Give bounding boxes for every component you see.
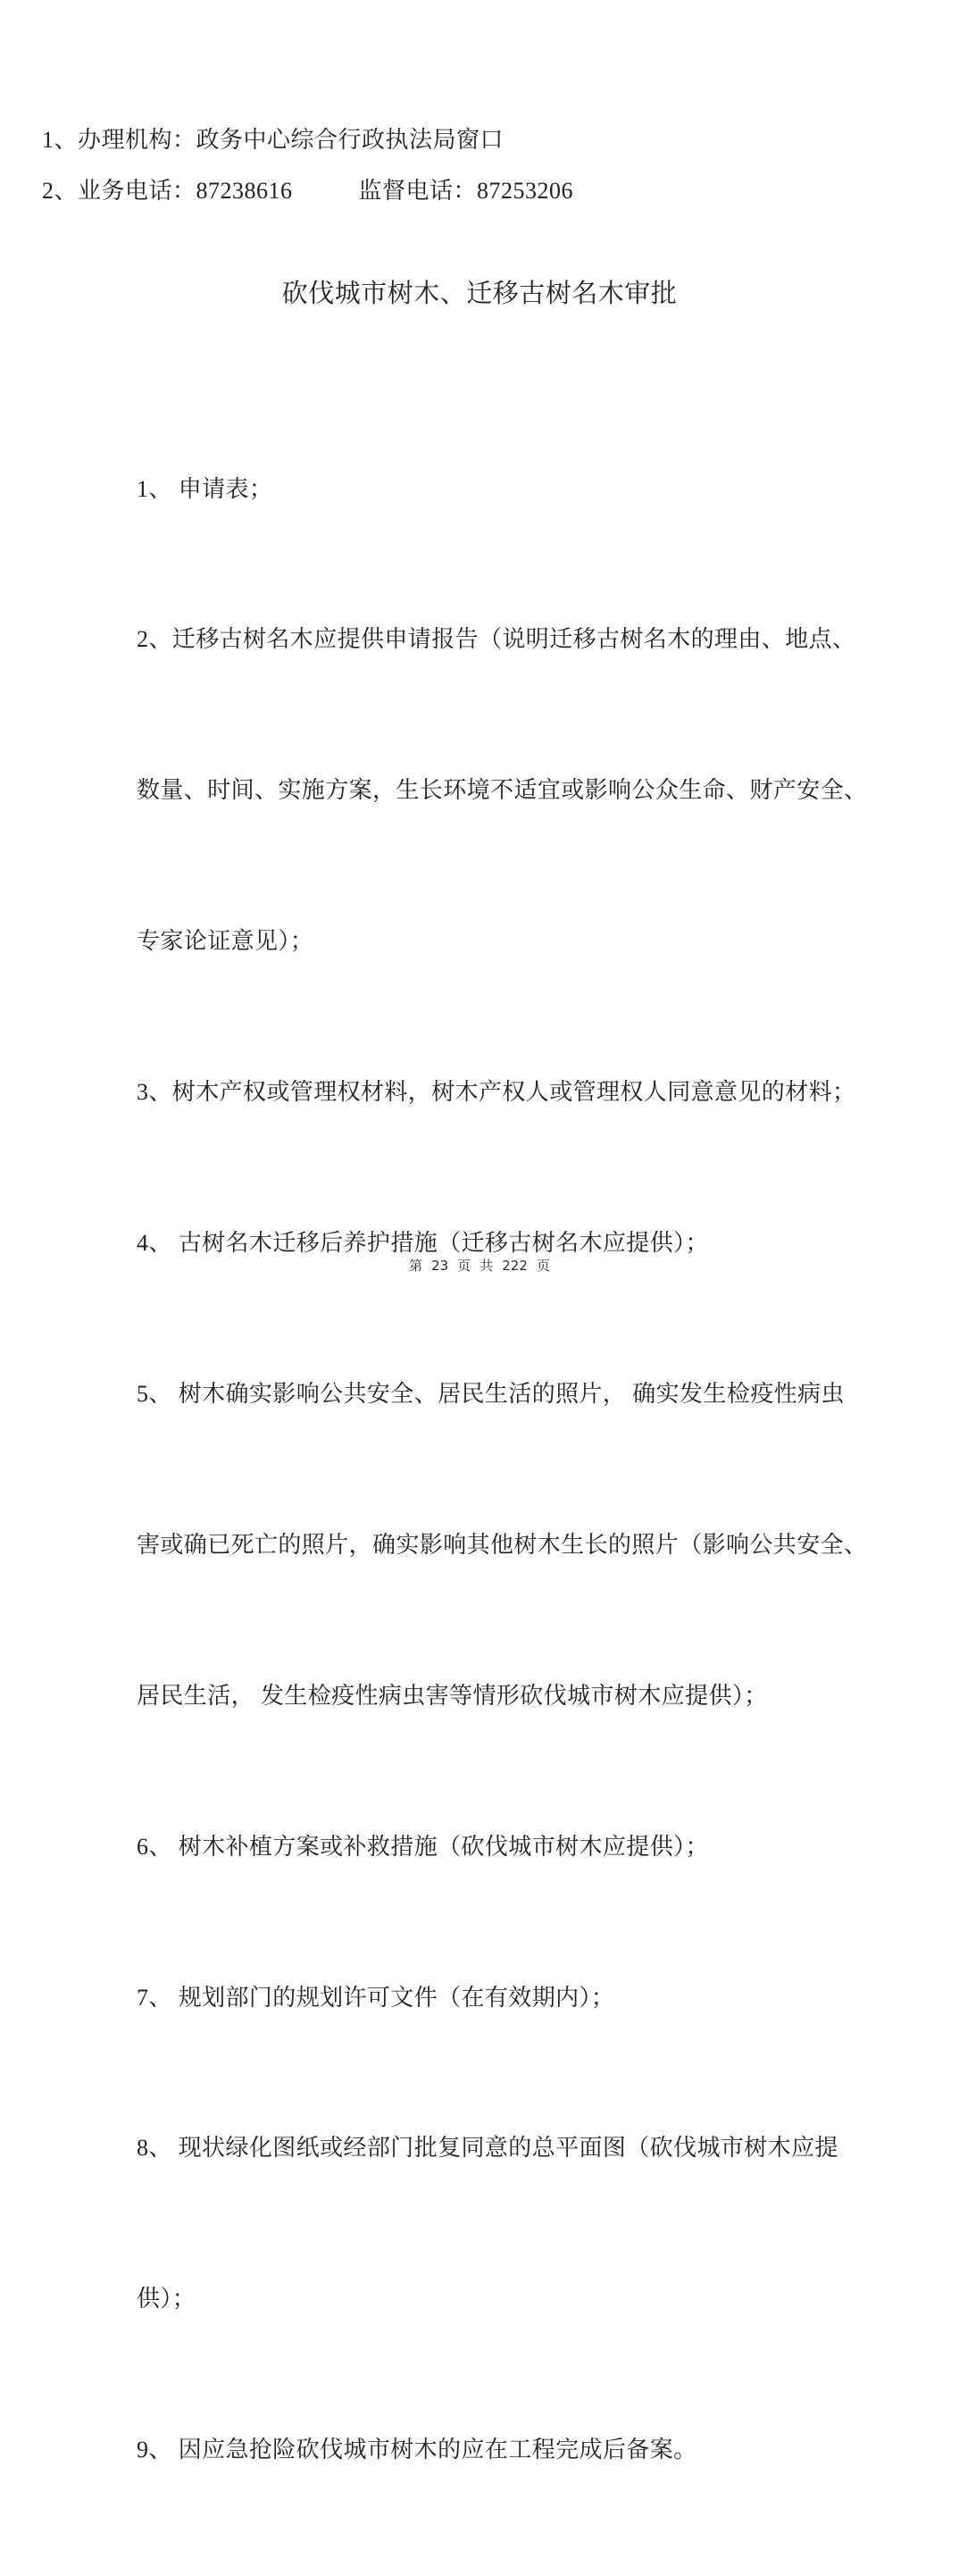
footer-page-number: 23 (431, 1258, 449, 1274)
page-footer (0, 1256, 959, 1275)
requirement-item-6-line: 6、 树木补植方案或补救措施（砍伐城市树木应提供）； (137, 1833, 709, 1860)
requirements-list (137, 364, 867, 2576)
requirement-item-5-line: 居民生活， 发生检疫性病虫害等情形砍伐城市树木应提供）； (137, 1682, 768, 1709)
requirement-item-1-line: 1、 申请表； (137, 475, 273, 502)
phone-info-line (42, 177, 573, 205)
requirement-item-3-line: 3、树木产权或管理权材料，树木产权人或管理权人同意意见的材料； (137, 1079, 856, 1106)
requirement-item-4-line: 4、 古树名木迁移后养护措施（迁移古树名木应提供）； (137, 1230, 709, 1257)
agency-info-line: 1、办理机构：政务中心综合行政执法局窗口 (42, 127, 505, 153)
requirement-item-2-line: 2、迁移古树名木应提供申请报告（说明迁移古树名木的理由、地点、 (137, 626, 856, 653)
business-phone-label: 2、业务电话： (42, 178, 196, 204)
requirement-item-8-line: 8、 现状绿化图纸或经部门批复同意的总平面图（砍伐城市树木应提 (137, 2135, 838, 2162)
business-phone-number: 87238616 (196, 178, 293, 204)
footer-total-pages: 222 (502, 1258, 528, 1274)
requirement-item-5-line: 害或确已死亡的照片，确实影响其他树木生长的照片（影响公共安全、 (137, 1531, 868, 1558)
footer-word-ye2: 页 (536, 1258, 550, 1274)
requirement-item-7-line: 7、 规划部门的规划许可文件（在有效期内）； (137, 1984, 615, 2011)
requirement-item-2-line: 专家论证意见）； (137, 928, 314, 955)
requirement-item-9-line: 9、 因应急抢险砍伐城市树木的应在工程完成后备案。 (137, 2437, 697, 2463)
phone-column-gap (293, 197, 359, 198)
supervision-phone-number: 87253206 (477, 178, 574, 204)
supervision-phone-label: 监督电话： (358, 178, 478, 204)
requirement-item-5-line: 5、 树木确实影响公共安全、居民生活的照片， 确实发生检疫性病虫 (137, 1380, 845, 1407)
footer-word-ye: 页 (457, 1258, 471, 1274)
footer-word-di: 第 (409, 1258, 423, 1274)
footer-word-gong: 共 (480, 1258, 494, 1274)
page-title: 砍伐城市树木、迁移古树名木审批 (281, 280, 678, 308)
requirement-item-2-line: 数量、时间、实施方案，生长环境不适宜或影响公众生命、财产安全、 (137, 777, 868, 804)
requirement-item-8-line: 供）； (137, 2286, 196, 2313)
